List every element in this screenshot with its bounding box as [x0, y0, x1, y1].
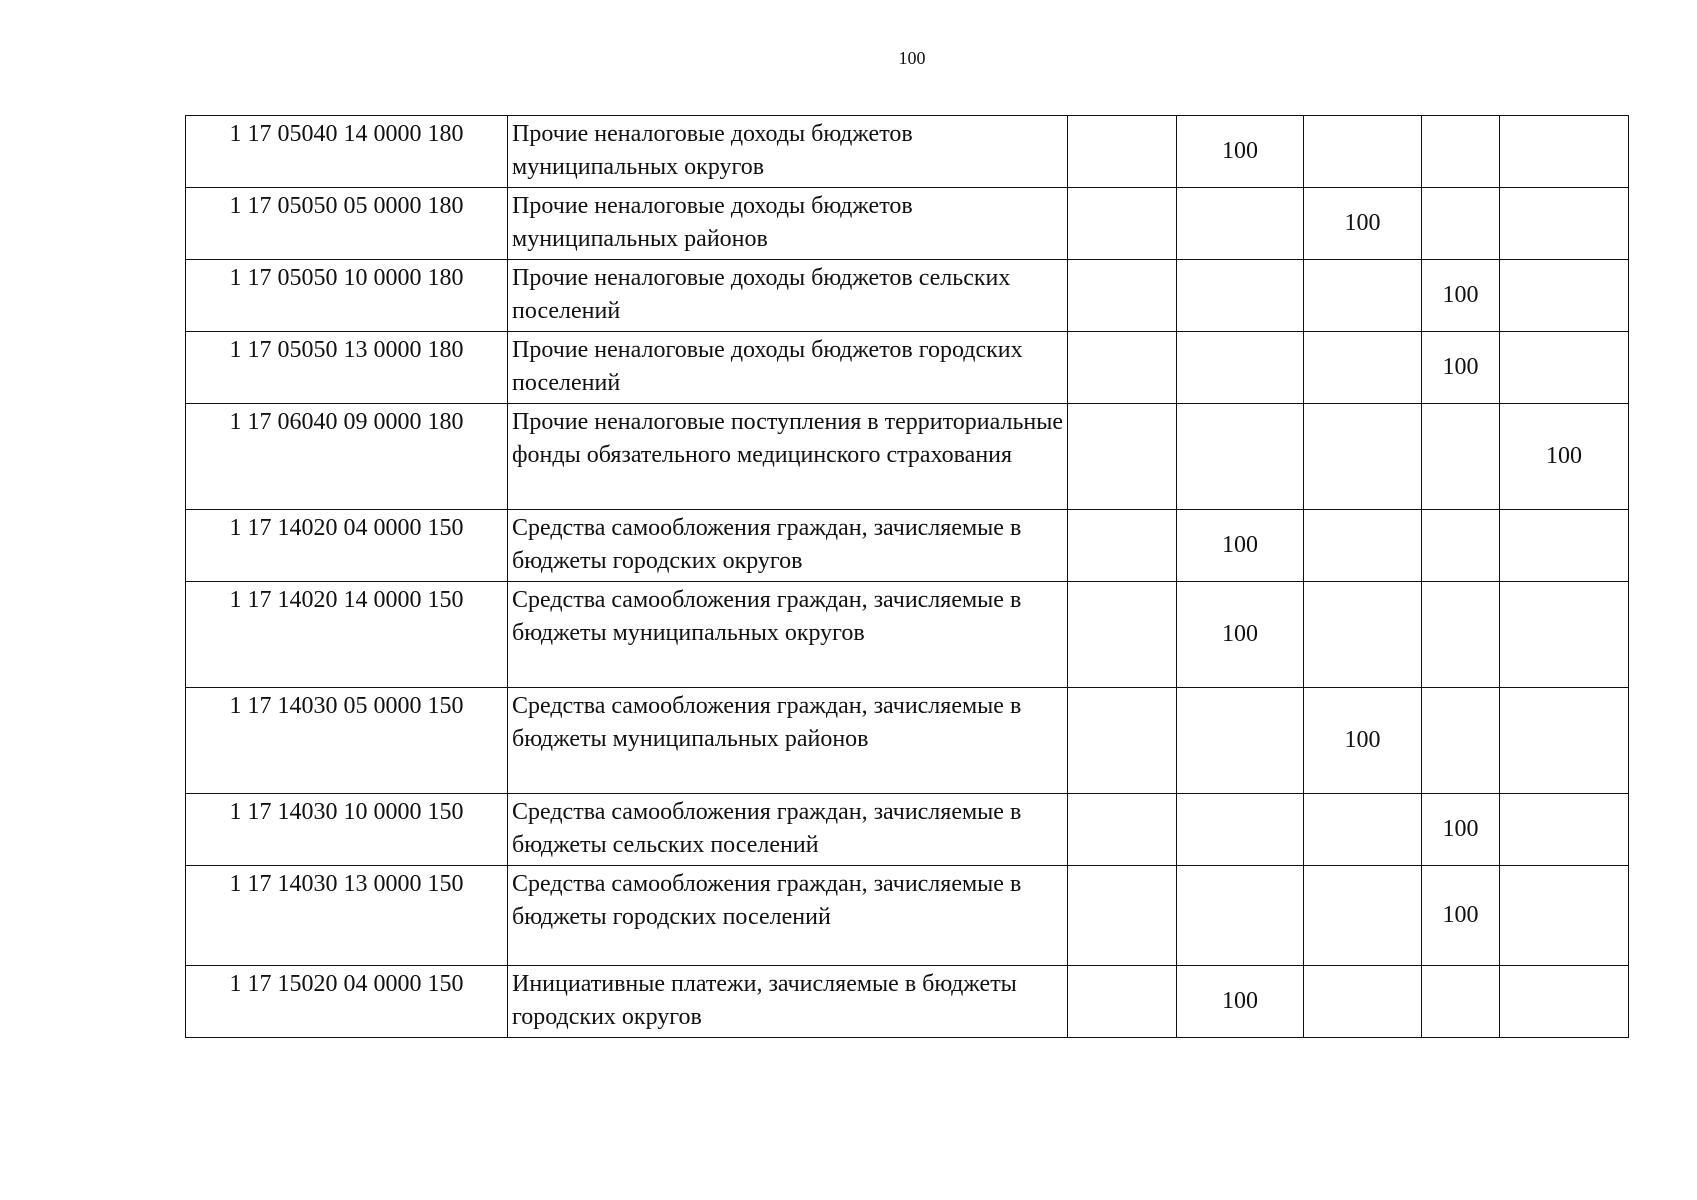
value-cell [1304, 510, 1422, 582]
income-name-cell: Прочие неналоговые доходы бюджетов муниципальных округов [508, 116, 1068, 188]
table-row [186, 866, 1629, 966]
value-cell [1500, 582, 1629, 688]
table-row [186, 116, 1629, 188]
value-cell: 100 [1422, 866, 1500, 966]
table-row [186, 510, 1629, 582]
table-row [186, 688, 1629, 794]
table-row [186, 188, 1629, 260]
value-cell [1422, 966, 1500, 1038]
value-cell [1500, 116, 1629, 188]
value-cell: 100 [1177, 582, 1304, 688]
value-cell [1500, 510, 1629, 582]
value-cell [1068, 794, 1177, 866]
value-cell: 100 [1304, 188, 1422, 260]
value-cell: 100 [1177, 510, 1304, 582]
income-name-cell: Прочие неналоговые доходы бюджетов муниципальных районов [508, 188, 1068, 260]
value-cell [1422, 116, 1500, 188]
value-cell [1177, 332, 1304, 404]
value-cell [1422, 510, 1500, 582]
budget-code-cell: 1 17 14020 04 0000 150 [186, 510, 508, 582]
budget-code-cell: 1 17 05040 14 0000 180 [186, 116, 508, 188]
value-cell [1422, 582, 1500, 688]
value-cell [1068, 332, 1177, 404]
budget-code-cell: 1 17 14030 13 0000 150 [186, 866, 508, 966]
table-row [186, 260, 1629, 332]
value-cell [1500, 688, 1629, 794]
value-cell [1068, 966, 1177, 1038]
table-row [186, 794, 1629, 866]
value-cell [1068, 582, 1177, 688]
table-row [186, 966, 1629, 1038]
budget-code-cell: 1 17 05050 05 0000 180 [186, 188, 508, 260]
budget-code-cell: 1 17 05050 13 0000 180 [186, 332, 508, 404]
page-number: 100 [898, 48, 926, 68]
value-cell: 100 [1304, 688, 1422, 794]
table-row [186, 582, 1629, 688]
value-cell [1304, 794, 1422, 866]
value-cell [1304, 332, 1422, 404]
value-cell [1500, 966, 1629, 1038]
income-name-cell: Инициативные платежи, зачисляемые в бюджеты городских округов [508, 966, 1068, 1038]
budget-code-cell: 1 17 14020 14 0000 150 [186, 582, 508, 688]
income-name-cell: Прочие неналоговые доходы бюджетов сельских поселений [508, 260, 1068, 332]
value-cell: 100 [1422, 260, 1500, 332]
table-row [186, 404, 1629, 510]
value-cell: 100 [1177, 116, 1304, 188]
value-cell [1304, 404, 1422, 510]
budget-code-cell: 1 17 15020 04 0000 150 [186, 966, 508, 1038]
budget-code-cell: 1 17 06040 09 0000 180 [186, 404, 508, 510]
value-cell [1068, 510, 1177, 582]
value-cell [1177, 794, 1304, 866]
value-cell [1177, 866, 1304, 966]
value-cell [1422, 688, 1500, 794]
value-cell: 100 [1422, 332, 1500, 404]
value-cell [1068, 866, 1177, 966]
value-cell [1177, 260, 1304, 332]
value-cell [1500, 866, 1629, 966]
value-cell [1500, 332, 1629, 404]
income-name-cell: Средства самообложения граждан, зачисляемые в бюджеты городских поселений [508, 866, 1068, 966]
income-name-cell: Прочие неналоговые поступления в территориальные фонды обязательного медицинского страхования [508, 404, 1068, 510]
value-cell: 100 [1500, 404, 1629, 510]
value-cell [1422, 404, 1500, 510]
value-cell [1422, 188, 1500, 260]
value-cell [1500, 260, 1629, 332]
value-cell [1068, 260, 1177, 332]
value-cell [1068, 116, 1177, 188]
income-name-cell: Прочие неналоговые доходы бюджетов городских поселений [508, 332, 1068, 404]
value-cell [1304, 866, 1422, 966]
budget-code-cell: 1 17 14030 05 0000 150 [186, 688, 508, 794]
value-cell [1500, 794, 1629, 866]
income-name-cell: Средства самообложения граждан, зачисляемые в бюджеты муниципальных районов [508, 688, 1068, 794]
value-cell [1068, 404, 1177, 510]
value-cell [1304, 260, 1422, 332]
value-cell [1500, 188, 1629, 260]
income-name-cell: Средства самообложения граждан, зачисляемые в бюджеты сельских поселений [508, 794, 1068, 866]
value-cell [1068, 688, 1177, 794]
table-row [186, 332, 1629, 404]
value-cell [1177, 688, 1304, 794]
income-name-cell: Средства самообложения граждан, зачисляемые в бюджеты муниципальных округов [508, 582, 1068, 688]
value-cell [1177, 188, 1304, 260]
value-cell [1304, 582, 1422, 688]
value-cell [1304, 966, 1422, 1038]
income-name-cell: Средства самообложения граждан, зачисляемые в бюджеты городских округов [508, 510, 1068, 582]
budget-code-cell: 1 17 05050 10 0000 180 [186, 260, 508, 332]
value-cell [1304, 116, 1422, 188]
budget-code-cell: 1 17 14030 10 0000 150 [186, 794, 508, 866]
value-cell [1177, 404, 1304, 510]
value-cell: 100 [1177, 966, 1304, 1038]
value-cell [1068, 188, 1177, 260]
value-cell: 100 [1422, 794, 1500, 866]
budget-revenue-table [185, 115, 1629, 1038]
